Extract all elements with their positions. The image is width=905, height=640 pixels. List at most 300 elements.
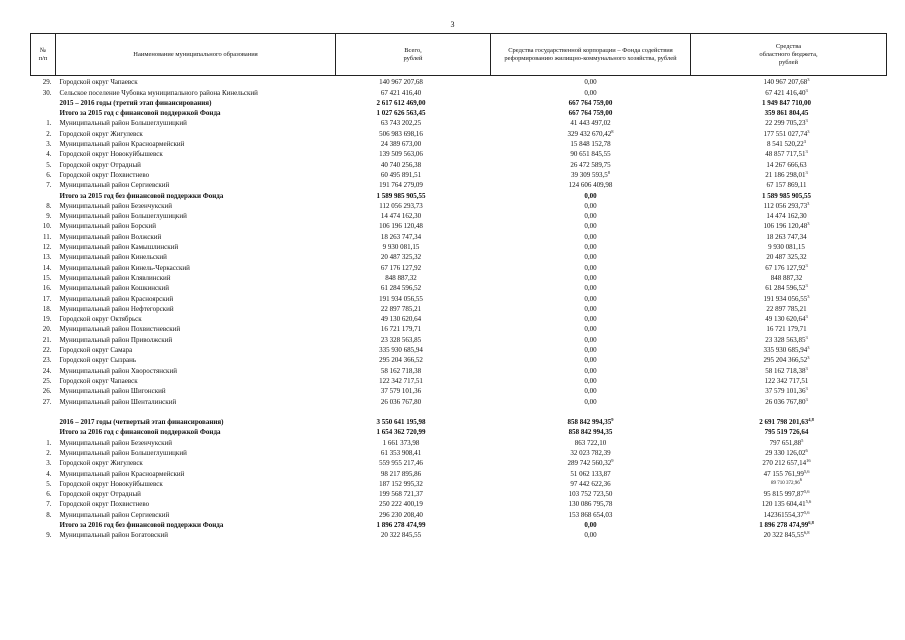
oblast-cell — [691, 189, 887, 199]
num-cell — [31, 86, 56, 96]
footnote-mark: 4,8 — [808, 417, 814, 423]
name-cell — [56, 498, 336, 508]
oblast-cell-text: 112 056 293,73 — [763, 201, 808, 210]
name-cell — [56, 364, 336, 374]
total-cell-text: 67 176 127,92 — [380, 263, 422, 272]
header-fund — [491, 34, 691, 76]
oblast-cell-text: 797 651,88 — [769, 438, 802, 447]
name-cell-text: Сельское поселение Чубовка муниципального района Кинельский — [59, 88, 258, 97]
oblast-cell — [691, 210, 887, 220]
oblast-cell-text: 49 130 620,64 — [765, 315, 806, 324]
fund-cell — [491, 179, 691, 189]
header-total-text: Всего, рублей — [403, 46, 423, 62]
oblast-cell — [691, 478, 887, 488]
name-cell-text: Муниципальный район Сергиевский — [59, 510, 170, 519]
table-row — [31, 169, 887, 179]
total-cell-text: 23 328 563,85 — [380, 335, 422, 344]
fund-cell — [491, 333, 691, 343]
num-cell-text: 12. — [42, 243, 52, 252]
fund-cell-text: 0,00 — [584, 315, 597, 324]
total-cell-text: 16 721 179,71 — [380, 325, 422, 334]
total-cell-text: 63 743 202,25 — [380, 119, 422, 128]
num-cell-text: 17. — [42, 294, 52, 303]
oblast-cell-text: 295 204 366,52 — [763, 356, 808, 365]
footnote-mark: 5,6 — [805, 499, 812, 505]
oblast-cell — [691, 272, 887, 282]
footnote-mark: 5,6 — [803, 468, 810, 474]
total-cell — [336, 416, 491, 426]
footnote-mark: 3 — [805, 334, 808, 340]
fund-cell-text: 0,00 — [584, 294, 597, 303]
total-cell-text: 122 342 717,51 — [379, 376, 423, 385]
name-cell-text: Городской округ Чапаевск — [59, 376, 138, 385]
total-cell-text: 559 955 217,46 — [379, 459, 423, 468]
num-cell-text: 7. — [46, 500, 52, 509]
total-cell — [336, 395, 491, 405]
num-cell — [31, 179, 56, 189]
header-name — [56, 34, 336, 76]
oblast-cell-text: 58 162 718,38 — [765, 366, 806, 375]
fund-cell-text: 863 722,10 — [574, 438, 607, 447]
num-cell — [31, 76, 56, 87]
num-cell — [31, 508, 56, 518]
num-cell-text: 4. — [46, 150, 52, 159]
num-cell-text: 8. — [46, 510, 52, 519]
oblast-cell — [691, 127, 887, 137]
footnote-mark: 3 — [805, 262, 808, 268]
table-row-total — [31, 426, 887, 436]
footnote-mark: 8 — [611, 128, 614, 134]
oblast-cell-text: 359 861 804,45 — [764, 109, 809, 118]
fund-cell — [491, 86, 691, 96]
num-cell-text: 8. — [46, 201, 52, 210]
oblast-cell-text: 22 897 785,21 — [766, 304, 807, 313]
fund-cell-text: 0,00 — [584, 191, 597, 200]
table-row — [31, 127, 887, 137]
oblast-cell — [691, 436, 887, 446]
table-row-total — [31, 97, 887, 107]
total-cell-text: 295 204 366,52 — [379, 356, 423, 365]
funding-table — [30, 33, 887, 539]
total-cell-text: 2 617 612 469,00 — [376, 98, 426, 107]
oblast-cell — [691, 220, 887, 230]
fund-cell-text: 0,00 — [584, 253, 597, 262]
page-number: 3 — [450, 20, 455, 29]
name-cell-text: Городской округ Похвистнево — [59, 500, 150, 509]
name-cell — [56, 210, 336, 220]
fund-cell-text: 39 309 593,5 — [571, 170, 608, 179]
oblast-cell-text: 106 196 120,48 — [763, 222, 808, 231]
oblast-cell-text: 89 710 372,96 — [771, 480, 800, 486]
name-cell — [56, 478, 336, 488]
num-cell-text: 5. — [46, 160, 52, 169]
table-row — [31, 117, 887, 127]
total-cell — [336, 158, 491, 168]
num-cell — [31, 148, 56, 158]
fund-cell-text: 0,00 — [584, 356, 597, 365]
footnote-mark: 6,8 — [803, 530, 810, 536]
fund-cell-text: 0,00 — [584, 376, 597, 385]
table-row — [31, 292, 887, 302]
total-cell — [336, 272, 491, 282]
name-cell-text: Муниципальный район Похвистневский — [59, 325, 181, 334]
total-cell — [336, 478, 491, 488]
fund-cell — [491, 189, 691, 199]
fund-cell — [491, 251, 691, 261]
num-cell — [31, 426, 56, 436]
oblast-cell — [691, 158, 887, 168]
name-cell — [56, 447, 336, 457]
oblast-cell — [691, 416, 887, 426]
oblast-cell-text: 177 551 027,74 — [763, 129, 808, 138]
total-cell — [336, 76, 491, 87]
table-row — [31, 261, 887, 271]
table-row — [31, 333, 887, 343]
name-cell — [56, 251, 336, 261]
total-cell — [336, 138, 491, 148]
num-cell — [31, 292, 56, 302]
name-cell-text: Муниципальный район Хворостянский — [59, 366, 177, 375]
oblast-cell-text: 67 421 416,40 — [765, 88, 806, 97]
fund-cell-text: 15 848 152,78 — [570, 140, 611, 149]
num-cell — [31, 529, 56, 539]
total-cell-text: 14 474 162,30 — [380, 212, 422, 221]
num-cell — [31, 375, 56, 385]
num-cell-text: 7. — [46, 181, 52, 190]
num-cell — [31, 97, 56, 107]
name-cell-text: Муниципальный район Кинель-Черкасский — [59, 263, 190, 272]
fund-cell-text: 289 742 560,32 — [567, 459, 612, 468]
footnote-mark: 8 — [607, 169, 610, 175]
footnote-mark: 3 — [805, 314, 808, 320]
num-cell — [31, 436, 56, 446]
total-cell-text: 191 764 279,09 — [379, 181, 423, 190]
num-cell — [31, 385, 56, 395]
total-cell-text: 22 897 785,21 — [380, 304, 422, 313]
num-cell-text: 11. — [43, 232, 52, 241]
num-cell-text: 13. — [42, 253, 52, 262]
table-row-total — [31, 416, 887, 426]
oblast-cell-text: 48 857 717,51 — [765, 150, 806, 159]
footnote-mark: 5,6 — [803, 489, 810, 495]
name-cell — [56, 261, 336, 271]
total-cell — [336, 333, 491, 343]
oblast-cell — [691, 251, 887, 261]
fund-cell — [491, 97, 691, 107]
footnote-mark: 3 — [805, 149, 808, 155]
table-row — [31, 323, 887, 333]
name-cell-text: Городской округ Жигулевск — [59, 459, 143, 468]
fund-cell — [491, 529, 691, 539]
footnote-mark: 3 — [807, 293, 810, 299]
num-cell — [31, 241, 56, 251]
oblast-cell — [691, 426, 887, 436]
num-cell — [31, 158, 56, 168]
num-cell-text: 25. — [42, 376, 52, 385]
oblast-cell-text: 23 328 563,85 — [765, 335, 806, 344]
table-row — [31, 220, 887, 230]
name-cell-text: Городской округ Самара — [59, 346, 133, 355]
table-row — [31, 488, 887, 498]
footnote-mark: 3 — [807, 77, 810, 83]
oblast-cell-text: 21 186 298,01 — [765, 170, 806, 179]
fund-cell — [491, 344, 691, 354]
name-cell — [56, 426, 336, 436]
num-cell — [31, 323, 56, 333]
oblast-cell — [691, 333, 887, 343]
total-cell-text: 20 487 325,32 — [380, 253, 422, 262]
total-cell-text: 1 654 362 720,99 — [376, 428, 426, 437]
num-cell — [31, 333, 56, 343]
table-row-total — [31, 107, 887, 117]
name-cell-text: Муниципальный район Шенталинский — [59, 397, 177, 406]
num-cell-text: 1. — [46, 119, 52, 128]
num-cell-text: 6. — [46, 170, 52, 179]
oblast-cell-text: 14 474 162,30 — [766, 212, 807, 221]
fund-cell-text: 130 086 795,78 — [568, 500, 613, 509]
oblast-cell — [691, 230, 887, 240]
footnote-mark: 3 — [805, 118, 808, 124]
oblast-cell-text: 142361554,37 — [763, 510, 804, 519]
fund-cell — [491, 498, 691, 508]
oblast-cell-text: 37 579 101,36 — [765, 387, 806, 396]
name-cell — [56, 385, 336, 395]
name-cell — [56, 241, 336, 251]
fund-cell-text: 0,00 — [584, 521, 597, 530]
table-row — [31, 457, 887, 467]
total-cell — [336, 375, 491, 385]
num-cell — [31, 261, 56, 271]
total-cell-text: 3 550 641 195,98 — [376, 418, 426, 427]
name-cell-text: Городской округ Чапаевск — [59, 78, 138, 87]
table-row — [31, 364, 887, 374]
name-cell-text: Муниципальный район Богатовский — [59, 531, 168, 540]
fund-cell-text: 0,00 — [584, 243, 597, 252]
total-cell — [336, 230, 491, 240]
oblast-cell-text: 29 330 126,02 — [765, 448, 806, 457]
num-cell-text: 2. — [46, 448, 52, 457]
fund-cell — [491, 282, 691, 292]
total-cell — [336, 303, 491, 313]
fund-cell-text: 0,00 — [584, 273, 597, 282]
num-cell — [31, 200, 56, 210]
num-cell-text: 18. — [42, 304, 52, 313]
name-cell-text: Муниципальный район Кинельский — [59, 253, 167, 262]
oblast-cell — [691, 138, 887, 148]
total-cell-text: 199 568 721,37 — [379, 490, 423, 499]
oblast-cell — [691, 467, 887, 477]
fund-cell-text: 124 606 409,98 — [568, 181, 613, 190]
total-cell — [336, 457, 491, 467]
total-cell — [336, 282, 491, 292]
name-cell — [56, 375, 336, 385]
total-cell-text: 61 284 596,52 — [380, 284, 422, 293]
oblast-cell — [691, 344, 887, 354]
name-cell — [56, 488, 336, 498]
name-cell-text: Итого за 2015 год с финансовой поддержкой Фонда — [59, 109, 221, 118]
fund-cell-text: 90 651 845,55 — [570, 150, 611, 159]
total-cell-text: 58 162 718,38 — [380, 366, 422, 375]
total-cell — [336, 220, 491, 230]
table-row — [31, 241, 887, 251]
name-cell — [56, 292, 336, 302]
fund-cell-text: 26 472 589,75 — [570, 160, 611, 169]
table-row — [31, 395, 887, 405]
footnote-mark: 3 — [805, 283, 808, 289]
fund-cell-text: 0,00 — [584, 78, 597, 87]
table-row — [31, 86, 887, 96]
name-cell-text: Муниципальный район Нефтегорский — [59, 304, 174, 313]
num-cell-text: 14. — [42, 263, 52, 272]
num-cell — [31, 303, 56, 313]
name-cell — [56, 282, 336, 292]
oblast-cell — [691, 303, 887, 313]
num-cell-text: 26. — [42, 387, 52, 396]
oblast-cell-text: 1 949 847 710,00 — [762, 98, 811, 107]
footnote-mark: 6 — [805, 447, 808, 453]
fund-cell — [491, 138, 691, 148]
name-cell-text: Муниципальный район Большеглушицкий — [59, 448, 187, 457]
footnote-mark: 3 — [805, 87, 808, 93]
total-cell-text: 112 056 293,73 — [379, 201, 423, 210]
fund-cell — [491, 241, 691, 251]
total-cell-text: 67 421 416,40 — [380, 88, 422, 97]
oblast-cell-text: 95 815 997,87 — [763, 490, 804, 499]
name-cell — [56, 148, 336, 158]
total-cell — [336, 344, 491, 354]
num-cell — [31, 220, 56, 230]
total-cell — [336, 127, 491, 137]
oblast-cell-text: 270 212 657,14 — [762, 459, 807, 468]
table-row — [31, 251, 887, 261]
oblast-cell — [691, 261, 887, 271]
footnote-mark: 3 — [805, 169, 808, 175]
oblast-cell — [691, 395, 887, 405]
fund-cell-text: 97 442 622,36 — [570, 479, 611, 488]
oblast-cell — [691, 241, 887, 251]
name-cell-text: Городской округ Октябрьск — [59, 315, 142, 324]
total-cell — [336, 292, 491, 302]
fund-cell — [491, 447, 691, 457]
fund-cell — [491, 467, 691, 477]
oblast-cell — [691, 508, 887, 518]
name-cell-text: Городской округ Сызрань — [59, 356, 137, 365]
name-cell-text: 2015 – 2016 годы (третий этап финансирования) — [59, 98, 212, 107]
fund-cell — [491, 426, 691, 436]
oblast-cell-text: 795 519 726,64 — [764, 428, 809, 437]
total-cell — [336, 519, 491, 529]
footnote-mark: 3 — [807, 345, 810, 351]
num-cell-text: 2. — [46, 129, 52, 138]
fund-cell-text: 0,00 — [584, 531, 597, 540]
total-cell-text: 26 036 767,80 — [380, 397, 422, 406]
table-row — [31, 76, 887, 87]
total-cell — [336, 426, 491, 436]
oblast-cell — [691, 354, 887, 364]
table-row — [31, 508, 887, 518]
table-row — [31, 138, 887, 148]
name-cell — [56, 313, 336, 323]
fund-cell-text: 0,00 — [584, 335, 597, 344]
num-cell — [31, 354, 56, 364]
num-cell — [31, 230, 56, 240]
num-cell-text: 10. — [42, 222, 52, 231]
name-cell-text: Городской округ Жигулевск — [59, 129, 143, 138]
oblast-cell-text: 20 322 845,55 — [763, 531, 804, 540]
fund-cell-text: 667 764 759,00 — [568, 98, 613, 107]
fund-cell — [491, 230, 691, 240]
oblast-cell-text: 20 487 325,32 — [766, 253, 807, 262]
name-cell — [56, 272, 336, 282]
num-cell — [31, 416, 56, 426]
name-cell — [56, 354, 336, 364]
fund-cell-text: 51 062 133,87 — [570, 469, 611, 478]
total-cell — [336, 529, 491, 539]
table-row — [31, 200, 887, 210]
total-cell — [336, 467, 491, 477]
fund-cell-text: 329 432 670,42 — [567, 129, 612, 138]
name-cell-text: Муниципальный район Большеглушицкий — [59, 119, 187, 128]
fund-cell — [491, 261, 691, 271]
fund-cell — [491, 272, 691, 282]
total-cell — [336, 200, 491, 210]
num-cell — [31, 107, 56, 117]
name-cell-text: Муниципальный район Клявлинский — [59, 273, 171, 282]
fund-cell — [491, 107, 691, 117]
oblast-cell-text: 1 589 985 905,55 — [762, 191, 811, 200]
num-cell — [31, 138, 56, 148]
table-header-row — [31, 34, 887, 76]
name-cell-text: Городской округ Похвистнево — [59, 170, 150, 179]
fund-cell-text: 0,00 — [584, 201, 597, 210]
oblast-cell — [691, 488, 887, 498]
table-row — [31, 385, 887, 395]
fund-cell-text: 0,00 — [584, 284, 597, 293]
name-cell-text: Муниципальный район Безенчукский — [59, 201, 173, 210]
num-cell-text: 27. — [42, 397, 52, 406]
footnote-mark: 5,6 — [803, 509, 810, 515]
name-cell-text: Муниципальный район Красноармейский — [59, 140, 185, 149]
num-cell — [31, 344, 56, 354]
fund-cell — [491, 354, 691, 364]
fund-cell-text: 0,00 — [584, 222, 597, 231]
fund-cell — [491, 508, 691, 518]
total-cell-text: 9 930 081,15 — [382, 243, 420, 252]
oblast-cell-text: 61 284 596,52 — [765, 284, 806, 293]
total-cell-text: 191 934 056,55 — [379, 294, 423, 303]
footnote-mark: 3 — [807, 128, 810, 134]
name-cell-text: Итого за 2016 год без финансовой поддержки Фонда — [59, 521, 224, 530]
oblast-cell-text: 848 887,32 — [770, 273, 803, 282]
oblast-cell — [691, 385, 887, 395]
num-cell — [31, 488, 56, 498]
oblast-cell — [691, 292, 887, 302]
oblast-cell-text: 191 934 056,55 — [763, 294, 808, 303]
name-cell-text: Муниципальный район Большеглушицкий — [59, 212, 187, 221]
total-cell — [336, 323, 491, 333]
num-cell-text: 4. — [46, 469, 52, 478]
fund-cell — [491, 323, 691, 333]
total-cell — [336, 488, 491, 498]
footnote-mark: 3 — [807, 221, 810, 227]
oblast-cell-text: 67 176 127,92 — [765, 263, 806, 272]
name-cell-text: Муниципальный район Камышлинский — [59, 243, 179, 252]
fund-cell-text: 0,00 — [584, 346, 597, 355]
table-body — [31, 76, 887, 540]
header-num — [31, 34, 56, 76]
fund-cell — [491, 200, 691, 210]
oblast-cell-text: 140 967 207,68 — [763, 78, 808, 87]
